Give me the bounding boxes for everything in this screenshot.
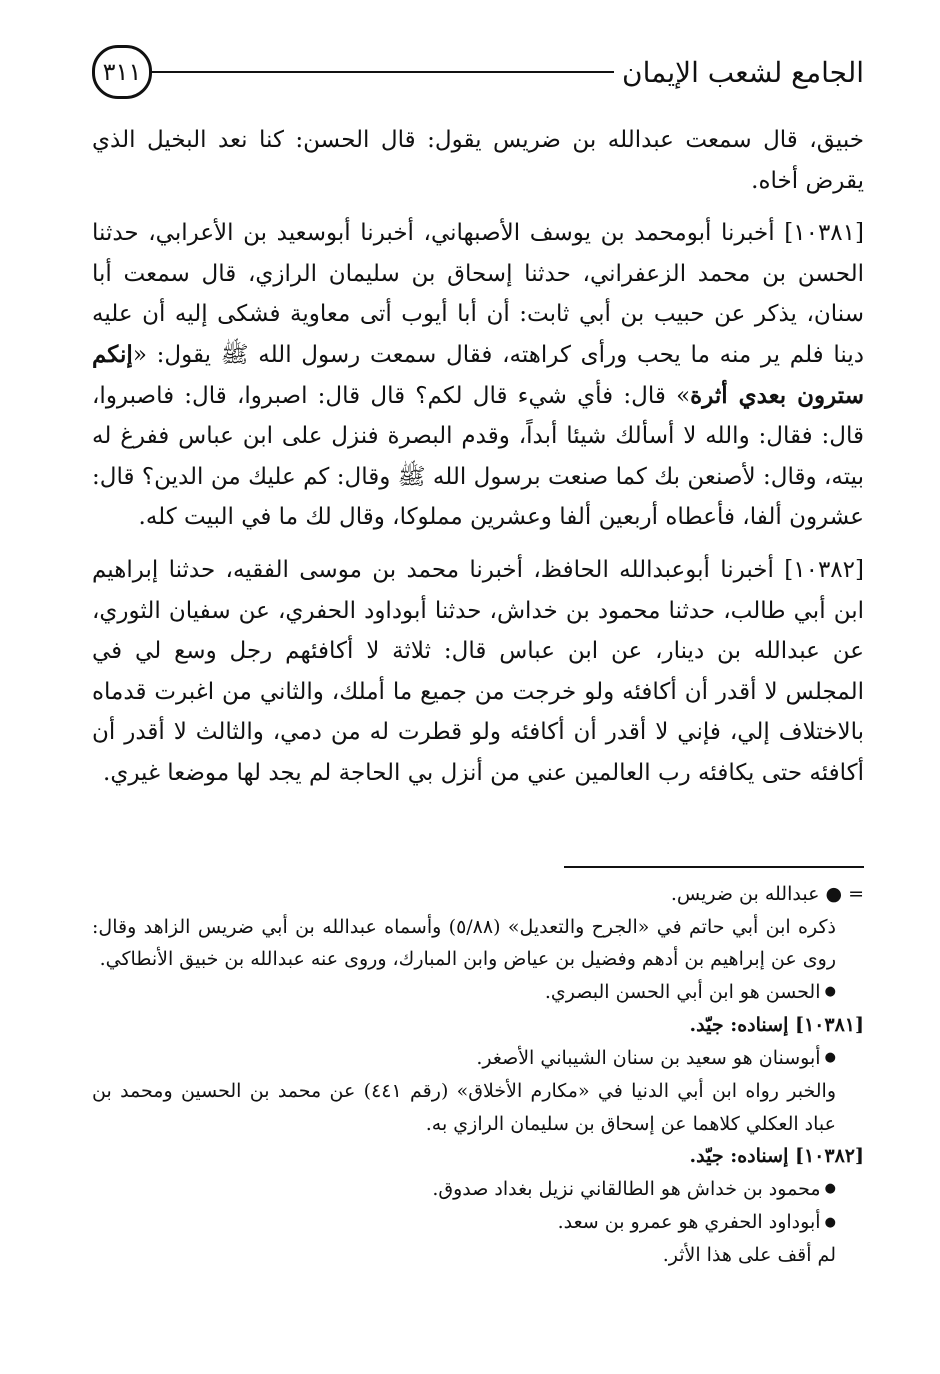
footnote-heading xyxy=(92,1140,864,1173)
hadith-number: [١٠٣٨١] xyxy=(784,220,864,247)
footnote-line: ذكره ابن أبي حاتم في «الجرح والتعديل» (٥/٨٨) وأسماه عبدالله بن أبي ضريس الزاهد وقال: روى عن إبراهيم بن أدهم وفضيل بن عياض وابن المبارك، وروى عنه عبدالله بن خبيق الأنطاكي. xyxy=(92,915,836,971)
hadith-quote: إنكم سترون بعدي أثرة xyxy=(92,340,864,409)
footnote-separator xyxy=(564,866,864,868)
page-number: ٣١١ xyxy=(92,45,152,99)
hadith-paragraph-10382 xyxy=(92,550,864,794)
hadith-number: [١٠٣٨٢] xyxy=(784,556,864,583)
footnote-line: ● الحسن هو ابن أبي الحسن البصري. xyxy=(92,976,864,1009)
hadith-text: أخبرنا أبوعبدالله الحافظ، أخبرنا محمد بن موسى الفقيه، حدثنا إبراهيم ابن أبي طالب، حدثنا محمود بن خداش، حدثنا أبوداود الحفري، عن سفيان الثوري، عن عبدالله بن دينار، عن ابن عباس قال: ثلاثة لا أكافئهم رجل وسع لي في المجلس لا أقدر أن أكافئه ولو خرجت من جميع ما أملك، والثاني من اغبرت قدماه بالاختلاف إلي، فإني لا أقدر أن أكافئه ولو قطرت له من دمي، والثالث لا أقدر أن أكافئه حتى يكافئه رب العالمين عني من أنزل بي الحاجة لم يجد لها موضعا غيري. xyxy=(92,556,864,786)
footnote-grade: إسناده: جيّد. xyxy=(689,1014,795,1037)
hadith-text: أخبرنا أبومحمد بن يوسف الأصبهاني، أخبرنا أبوسعيد بن الأعرابي، حدثنا الحسن بن محمد الزعفراني، حدثنا إسحاق بن سليمان الرازي، قال سمعت أبا سنان، يذكر عن حبيب بن أبي ثابت: أن أبا أيوب أتى معاوية فشكى إليه أن عليه دينا فلم ير منه ما يحب ورأى كراهته، فقال سمعت رسول الله ﷺ يقول: « xyxy=(92,220,864,368)
footnote-line: ● أبوسنان هو سعيد بن سنان الشيباني الأصغر. xyxy=(92,1042,864,1075)
footnotes xyxy=(92,878,864,1272)
footnote-line: لم أقف على هذا الأثر. xyxy=(662,1244,836,1267)
footnote-line: = ● عبدالله بن ضريس. xyxy=(670,883,864,905)
footnote-heading xyxy=(92,1009,864,1042)
footnote-line: ● أبوداود الحفري هو عمرو بن سعد. xyxy=(92,1206,864,1239)
footnote-number: [١٠٣٨١] xyxy=(794,1014,864,1037)
footnote-grade: إسناده: جيّد. xyxy=(689,1145,795,1168)
intro-paragraph: خبيق، قال سمعت عبدالله بن ضريس يقول: قال الحسن: كنا نعد البخيل الذي يقرض أخاه. xyxy=(92,127,864,194)
footnote-line: ● محمود بن خداش هو الطالقاني نزيل بغداد صدوق. xyxy=(92,1173,864,1206)
header-rule xyxy=(152,71,614,73)
footnote-number: [١٠٣٨٢] xyxy=(794,1145,864,1168)
footnote-line: والخبر رواه ابن أبي الدنيا في «مكارم الأخلاق» (رقم ٤٤١) عن محمد بن الحسين ومحمد بن عباد العكلي كلاهما عن إسحاق بن سليمان الرازي به. xyxy=(92,1079,837,1135)
hadith-text: » قال: فأي شيء قال لكم؟ قال قال: اصبروا، قال: فاصبروا، قال: فقال: والله لا أسألك شيئا أبداً، وقدم البصرة فنزل على ابن عباس ففرغ له بيته، وقال: لأصنعن بك كما صنعت برسول الله ﷺ وقال: كم عليك من الدين؟ قال: عشرون ألفا، فأعطاه أربعين ألفا وعشرين مملوكا، وقال لك ما في البيت كله. xyxy=(92,382,864,531)
hadith-paragraph-10381 xyxy=(92,213,864,538)
main-text xyxy=(92,120,864,806)
page-header xyxy=(92,42,864,102)
header-title: الجامع لشعب الإيمان xyxy=(622,55,864,89)
